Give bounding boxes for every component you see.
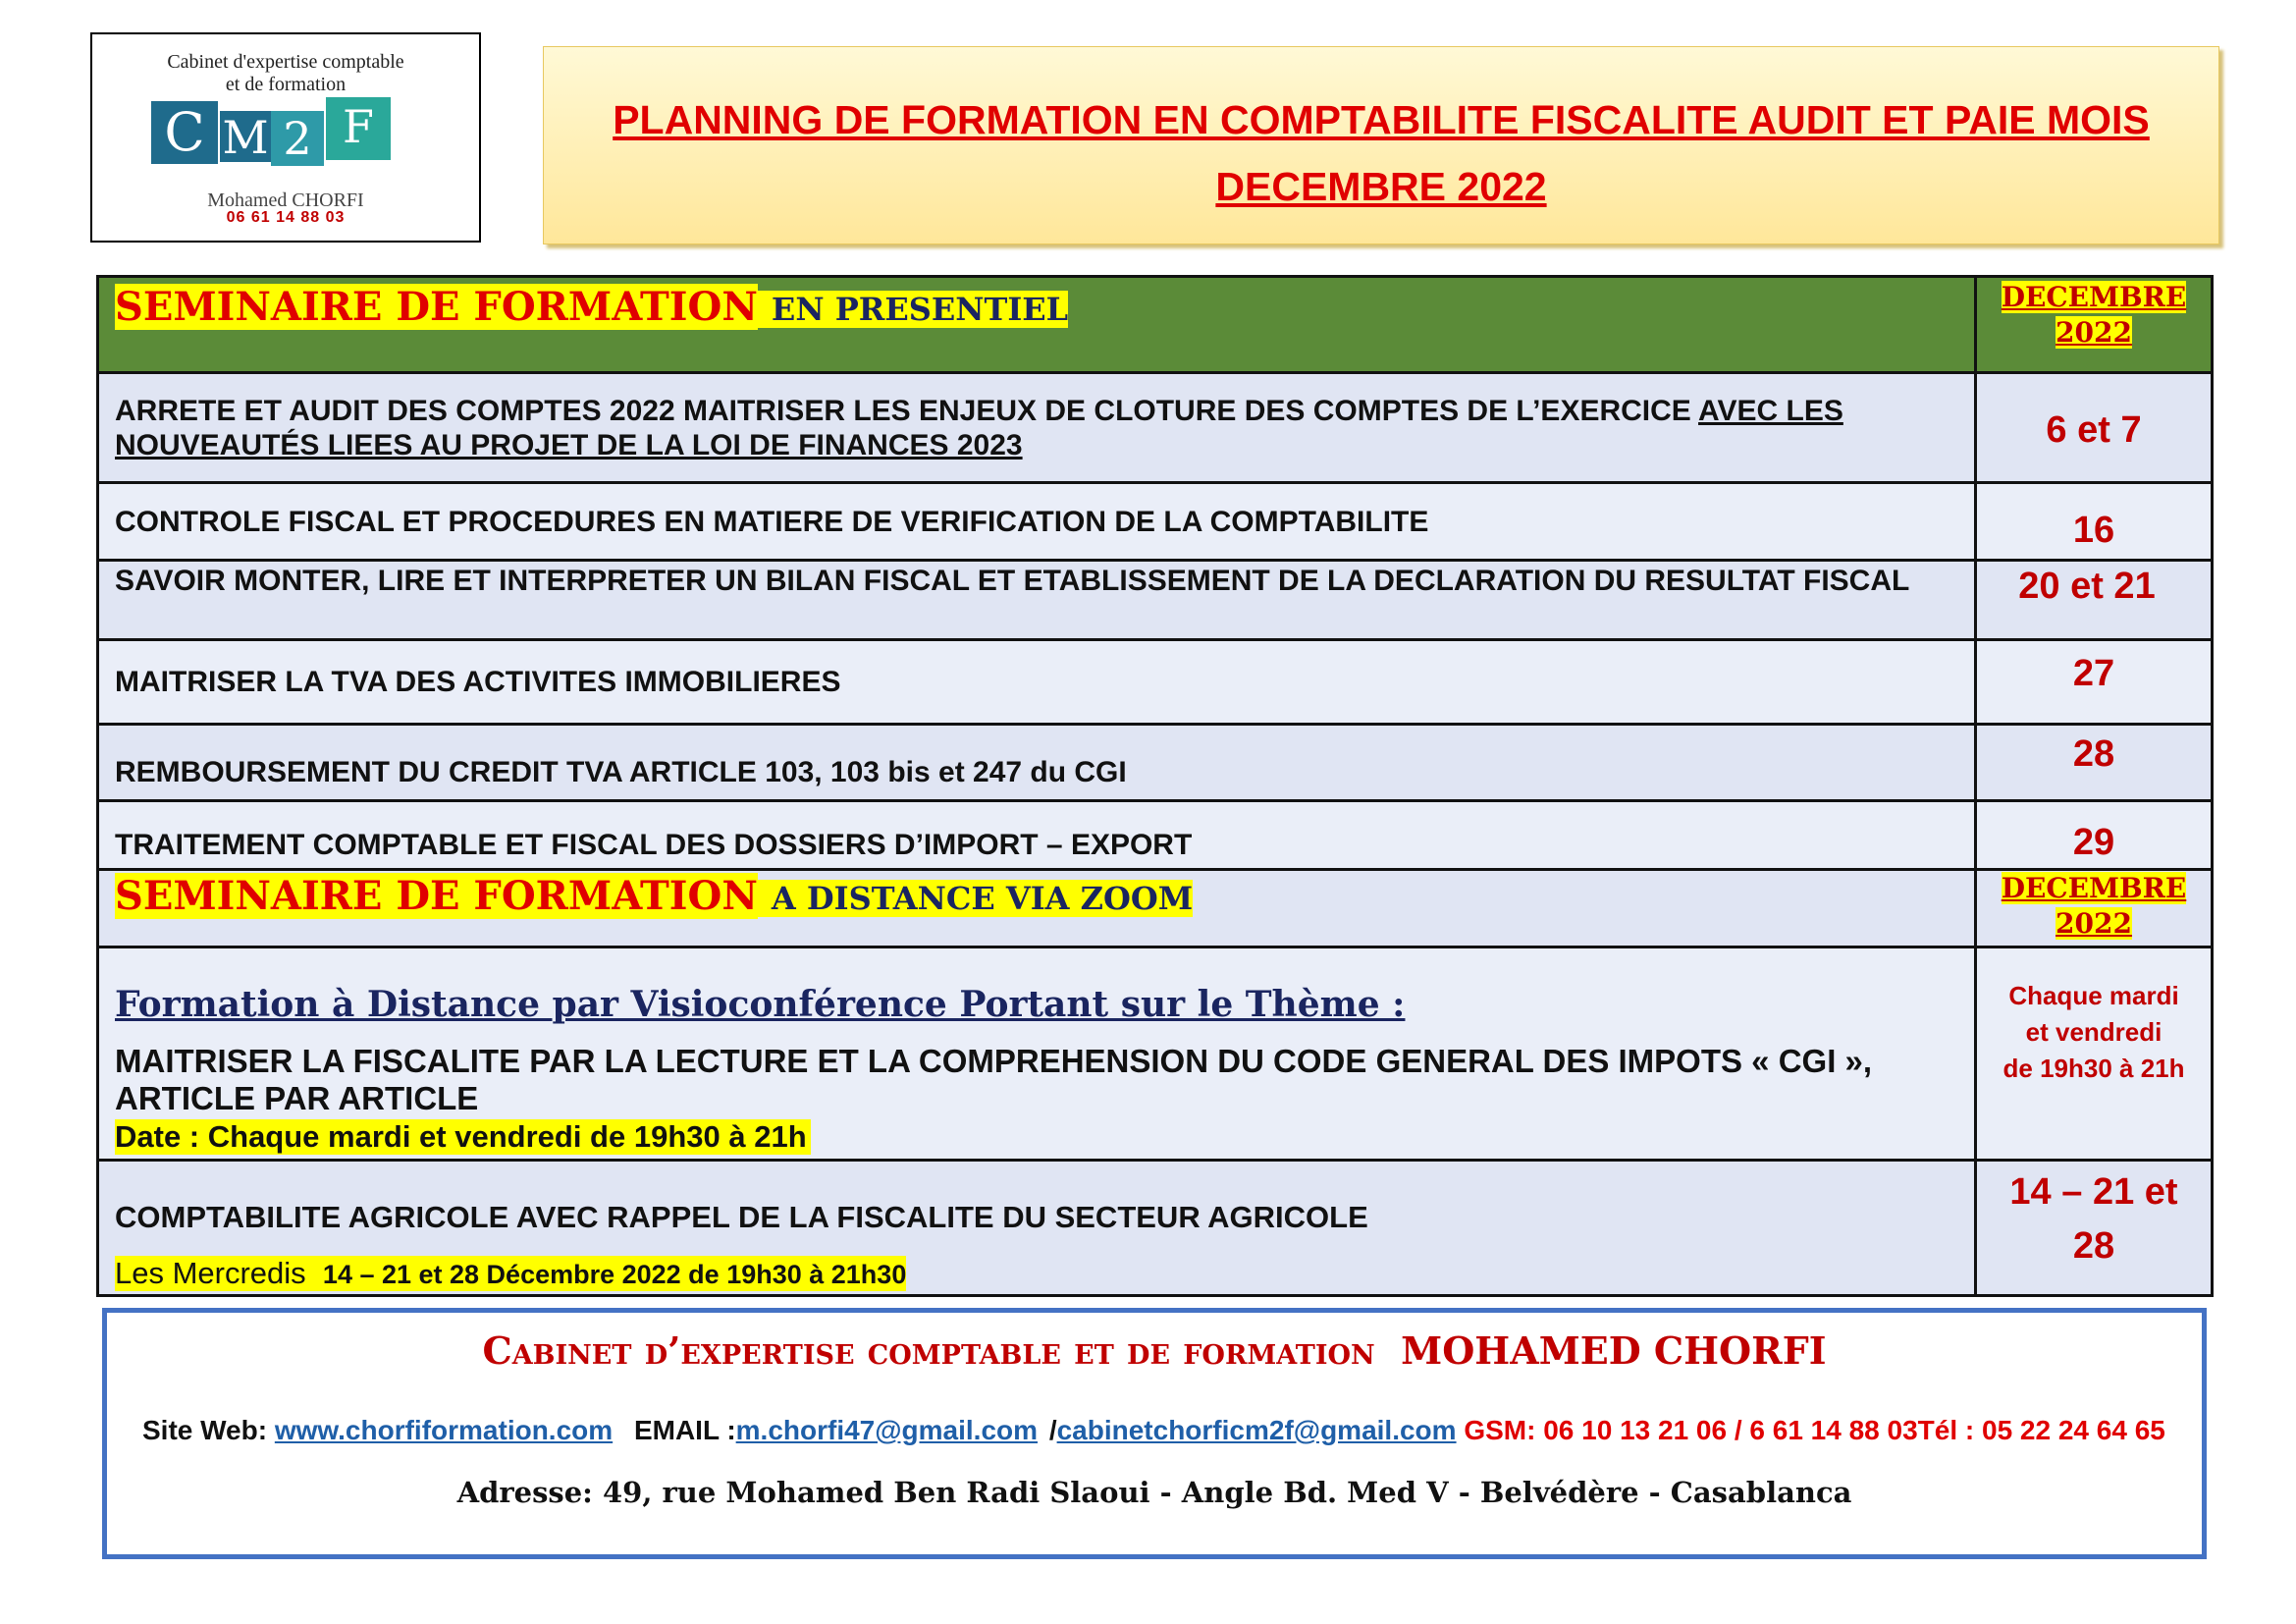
- website-link[interactable]: www.chorfiformation.com: [274, 1415, 614, 1445]
- section1-year: 2022: [2056, 316, 2132, 349]
- section1-month: DECEMBRE: [2001, 281, 2187, 313]
- site-label: Site Web:: [142, 1415, 268, 1445]
- section2-title-navy: A DISTANCE VIA ZOOM: [758, 880, 1193, 917]
- distance-schedule: Chaque mardi et vendredi de 19h30 à 21h: [2002, 981, 2185, 1083]
- course-dates: 29: [2072, 822, 2115, 863]
- course-dates: 16: [2072, 510, 2115, 551]
- footer-contact-line: [142, 1415, 2182, 1446]
- table-row: [99, 562, 2211, 641]
- gsm-numbers: GSM: 06 10 13 21 06 / 6 61 14 88 03: [1464, 1415, 1918, 1445]
- company-logo: [90, 32, 481, 243]
- course-title: MAITRISER LA FISCALITE PAR LA LECTURE ET LA COMPREHENSION DU CODE GENERAL DES IMPOTS « CGI », ARTICLE PAR ARTICLE: [115, 1043, 1873, 1116]
- email-separator: /: [1048, 1415, 1057, 1445]
- section1-title-red: SEMINAIRE DE FORMATION: [115, 284, 758, 330]
- agricole-dates: 14 – 21 et 28: [2009, 1171, 2178, 1267]
- email-link-2[interactable]: cabinetchorficm2f@gmail.com: [1056, 1415, 1457, 1445]
- email-link-1[interactable]: m.chorfi47@gmail.com: [735, 1415, 1039, 1445]
- distance-date-note: Date : Chaque mardi et vendredi de 19h30 à 21h: [115, 1119, 811, 1155]
- course-dates: 28: [2072, 733, 2115, 775]
- table-row: [99, 641, 2211, 726]
- table-row: [99, 374, 2211, 484]
- course-title: REMBOURSEMENT DU CREDIT TVA ARTICLE 103, 103 bis et 247 du CGI: [115, 756, 1127, 788]
- footer-title: Cabinet d’expertise comptable et de formation MOHAMED CHORFI: [482, 1328, 1827, 1373]
- email-label: EMAIL :: [633, 1415, 736, 1445]
- training-schedule-table: [96, 275, 2214, 1297]
- logo-letter-m: M: [220, 111, 271, 162]
- course-dates: 20 et 21: [2018, 566, 2156, 607]
- section-header-zoom: [99, 871, 2211, 948]
- page-title: PLANNING DE FORMATION EN COMPTABILITE FISCALITE AUDIT ET PAIE MOIS DECEMBRE 2022: [613, 97, 2150, 209]
- course-title: SAVOIR MONTER, LIRE ET INTERPRETER UN BILAN FISCAL ET ETABLISSEMENT DE LA DECLARATION DU RESULTAT FISCAL: [115, 565, 1910, 597]
- agricole-date-note: Les Mercredis 14 – 21 et 28 Décembre 2022 de 19h30 à 21h30: [115, 1256, 907, 1290]
- tel-number: Tél : 05 22 24 64 65: [1917, 1415, 2165, 1445]
- course-title: CONTROLE FISCAL ET PROCEDURES EN MATIERE DE VERIFICATION DE LA COMPTABILITE: [115, 506, 1429, 538]
- section2-title-red: SEMINAIRE DE FORMATION: [115, 873, 758, 919]
- logo-line2: et de formation: [225, 74, 347, 95]
- table-row: [99, 484, 2211, 562]
- distance-theme-heading: Formation à Distance par Visioconférence Portant sur le Thème :: [115, 984, 1406, 1025]
- contact-footer: [102, 1308, 2207, 1559]
- section1-title-navy: EN PRESENTIEL: [758, 291, 1068, 328]
- title-banner: [543, 46, 2219, 244]
- course-title: COMPTABILITE AGRICOLE AVEC RAPPEL DE LA FISCALITE DU SECTEUR AGRICOLE: [115, 1200, 1368, 1234]
- logo-phone: 06 61 14 88 03: [226, 209, 346, 226]
- table-row: [99, 948, 2211, 1162]
- logo-letter-f: F: [326, 97, 391, 160]
- course-title: TRAITEMENT COMPTABLE ET FISCAL DES DOSSIERS D’IMPORT – EXPORT: [115, 829, 1193, 861]
- course-dates: 27: [2072, 653, 2115, 694]
- table-row: [99, 1162, 2211, 1294]
- section2-month: DECEMBRE: [2001, 872, 2187, 904]
- table-row: [99, 726, 2211, 802]
- course-dates: 6 et 7: [2046, 409, 2142, 451]
- course-title: ARRETE ET AUDIT DES COMPTES 2022 MAITRISER LES ENJEUX DE CLOTURE DES COMPTES DE L’EXERCICE AVEC LES NOUVEAUTÉS LIEES AU PROJET DE LA LOI DE FINANCES 2023: [115, 395, 1843, 461]
- course-title: MAITRISER LA TVA DES ACTIVITES IMMOBILIERES: [115, 666, 841, 698]
- logo-line1: Cabinet d'expertise comptable: [167, 51, 404, 73]
- section2-year: 2022: [2056, 907, 2132, 940]
- section-header-presentiel: [99, 278, 2211, 374]
- table-row: [99, 802, 2211, 871]
- logo-letter-c: C: [151, 101, 218, 164]
- footer-address: Adresse: 49, rue Mohamed Ben Radi Slaoui - Angle Bd. Med V - Belvédère - Casablanca: [456, 1476, 1852, 1509]
- logo-letter-2: 2: [271, 111, 324, 166]
- logo-owner-name: Mohamed CHORFI: [207, 189, 364, 211]
